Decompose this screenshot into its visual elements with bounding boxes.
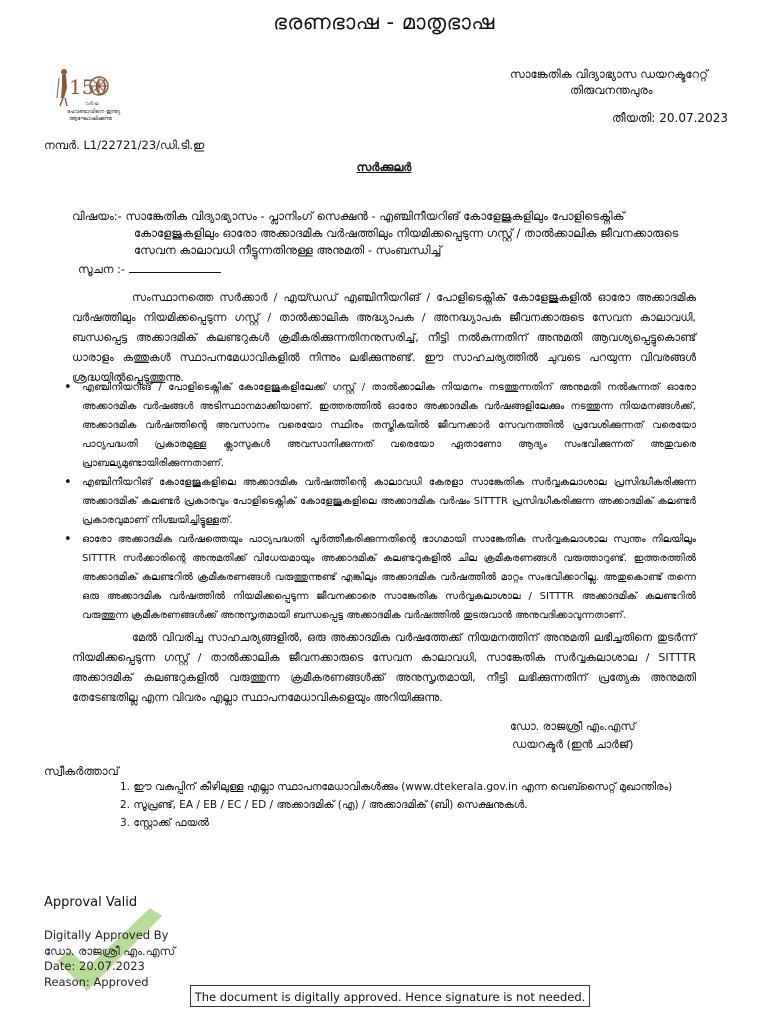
office-name: സാങ്കേതിക വിദ്യാഭ്യാസ ഡയറക്ടറേറ്റ് [510, 67, 708, 81]
subject-label: വിഷയം:- [72, 209, 122, 223]
letter-date: തീയതി: 20.07.2023 [612, 111, 728, 125]
paragraph-1 [72, 288, 696, 388]
bullet-list [64, 378, 696, 625]
recipient-item: 1. ഈ വകുപ്പിന് കീഴിലുള്ള എല്ലാ സ്ഥാപനമേധാവികൾക്കും (www.dtekerala.gov.in എന്ന വെബ്സൈറ്റ് മുഖാന്തിരം) [120, 781, 673, 793]
approval-line-1: Digitally Approved By [44, 928, 169, 942]
bullet-item: • എഞ്ചിനീയറിങ് / പോളിടെക്നിക് കോളേജുകളിലേക്ക് ഗസ്റ്റ് / താൽക്കാലിക നിയമനം നടത്തുന്നതിന് അനുമതി നൽകുന്നത് ഓരോ അക്കാദമിക വർഷങ്ങൾ അടിസ്ഥാനമാക്കിയാണ്. ഇത്തരത്തിൽ ഓരോ അക്കാദമിക വർഷങ്ങളിലേക്കും നടത്തുന്ന നിയമനങ്ങൾക്ക്, അക്കാദമിക വർഷത്തിന്റെ അവസാനം വരെയോ സ്ഥിരം തസ്തികയിൽ ജീവനക്കാർ സേവനത്തിൽ പ്രവേശിക്കുന്നത് വരെയോ പാഠ്യപദ്ധതി പ്രകാരമുള്ള ക്ലാസുകൾ അവസാനിക്കുന്നത് വരെയോ ഏതാണോ ആദ്യം സംഭവിക്കുന്നത് അതുവരെ പ്രാബല്യമുണ്ടായിരിക്കുന്നതാണ്. [64, 378, 696, 473]
bullet-item: • ഓരോ അക്കാദമിക വർഷത്തെയും പാഠ്യപദ്ധതി പൂർത്തീകരിക്കുന്നതിന്റെ ഭാഗമായി സാങ്കേതിക സർവ്വകലാശാല സ്വന്തം നിലയിലും SITTTR സർക്കാരിന്റെ അനുമതിക്ക് വിധേയമായും അക്കാദമിക് കലണ്ടറുകളിൽ ചില ക്രമീകരണങ്ങൾ വരുത്താറുണ്ട്. ഇത്തരത്തിൽ അക്കാദമിക് കലണ്ടറിൽ ക്രമീകരണങ്ങൾ വരുത്തുന്നുണ്ട് എങ്കിലും അക്കാദമിക വർഷത്തിൽ മാറ്റം സംഭവിക്കാറില്ല. അതുകൊണ്ട് തന്നെ ഒരു അക്കാദമിക വർഷത്തിൽ നിയമിക്കപ്പെടുന്ന ജീവനക്കാരെ സാങ്കേതിക സർവ്വകലാശാല / SITTTR അക്കാദമിക് കലണ്ടറിൽ വരുത്തുന്ന ക്രമീകരണങ്ങൾക്ക് അനുസൃതമായി ബന്ധപ്പെട്ട അക്കാദമിക വർഷത്തിൽ തുടരുവാൻ അനുവദിക്കാവുന്നതാണ്. [64, 530, 696, 625]
svg-text:ഹോണ്ടാവിനെ ഇന്ത്യ: ഹോണ്ടാവിനെ ഇന്ത്യ [67, 109, 121, 115]
gandhi-150-logo [55, 66, 133, 128]
recipients-label: സ്വീകർത്താവ് [44, 764, 119, 778]
svg-text:വർഷ: വർഷ [85, 101, 99, 107]
signatory-block [510, 718, 636, 754]
reference-number: നമ്പർ. L1/22721/23/ഡി.ടി.ഇ [44, 138, 205, 152]
approval-line-4: Reason: Approved [44, 974, 149, 989]
subject-block [72, 208, 682, 259]
page-header-title: ഭരണഭാഷ - മാതൃഭാഷ [273, 10, 495, 34]
paragraph-1-text: സംസ്ഥാനത്തെ സർക്കാർ / എയ്ഡഡ് എഞ്ചിനീയറിങ് / പോളിടെക്നിക് കോളേജുകളിൽ ഓരോ അക്കാദമിക വർഷത്തിലും നിയമിക്കപ്പെടുന്ന ഗസ്റ്റ് / താൽക്കാലിക അദ്ധ്യാപക / അനദ്ധ്യാപക ജീവനക്കാരുടെ സേവന കാലാവധി, ബന്ധപ്പെട്ട അക്കാദമിക് കലണ്ടറുകൾ ക്രമീകരിക്കുന്നതിനനുസരിച്ച്, നീട്ടി നൽകുന്നതിന് അനുമതി ആവശ്യപ്പെട്ടുകൊണ്ട് ധാരാളം കത്തുകൾ സ്ഥാപനമേധാവികളിൽ നിന്നും ലഭിക്കുന്നുണ്ട്. ഈ സാഹചര്യത്തിൽ ചുവടെ പറയുന്ന വിവരങ്ങൾ ശ്രദ്ധയിൽപ്പെടുത്തുന്നു. [72, 291, 696, 384]
subject-line1: സാങ്കേതിക വിദ്യാഭ്യാസം - പ്ലാനിംഗ് സെക്ഷൻ - എഞ്ചിനീയറിങ് കോളേജുകളിലും പോളിടെക്നിക് [125, 209, 625, 223]
recipients-list [120, 778, 700, 832]
approval-line-3: Date: 20.07.2023 [44, 959, 145, 973]
reference-blank-line [129, 262, 221, 273]
approval-line-2: ഡോ. രാജശ്രീ എം.എസ് [44, 943, 176, 958]
office-address [510, 66, 708, 98]
subject-rest: കോളേജുകളിലും ഓരോ അക്കാദമിക വർഷത്തിലും നിയമിക്കപ്പെടുന്ന ഗസ്റ്റ് / താൽക്കാലിക ജീവനക്കാരുടെ സേവന കാലാവധി നീട്ടുന്നതിനുള്ള അനുമതി - സംബന്ധിച്ച് [134, 226, 679, 257]
reference-note-label: സൂചന :- [78, 262, 126, 276]
reference-note [78, 262, 221, 277]
recipient-item: 2. സൂപ്രണ്ട്, EA / EB / EC / ED / അക്കാദമിക് (എ) / അക്കാദമിക് (ബി) സെക്ഷനുകൾ. [120, 799, 528, 811]
bullet-item: • എഞ്ചിനീയറിങ് കോളേജുകളിലെ അക്കാദമിക വർഷത്തിന്റെ കാലാവധി കേരളാ സാങ്കേതിക സർവ്വകലാശാല പ്രസിദ്ധീകരിക്കുന്ന അക്കാദമിക് കലണ്ടർ പ്രകാരവും പോളിടെക്നിക് കോളേജുകളിലെ അക്കാദമിക വർഷം SITTTR പ്രസിദ്ധീകരിക്കുന്ന അക്കാദമിക് കലണ്ടർ പ്രകാരവുമാണ് നിശ്ചയിച്ചിട്ടുള്ളത്. [64, 473, 696, 530]
svg-text:150: 150 [69, 75, 108, 99]
svg-text:ആഘോഷിക്കുന്നു: ആഘോഷിക്കുന്നു [69, 116, 112, 122]
recipient-item: 3. സ്റ്റോക്ക് ഫയൽ [120, 817, 209, 829]
digital-approval-notice: The document is digitally approved. Hence signature is not needed. [190, 985, 590, 1007]
approval-title: Approval Valid [44, 895, 138, 910]
paragraph-2-text: മേൽ വിവരിച്ച സാഹചര്യങ്ങളിൽ, ഒരു അക്കാദമിക വർഷത്തേക്ക് നിയമനത്തിന് അനുമതി ലഭിച്ചതിനെ തുടർന്ന് നിയമിക്കപ്പെടുന്ന ഗസ്റ്റ് / താൽക്കാലിക ജീവനക്കാരുടെ സേവന കാലാവധി, സാങ്കേതിക സർവ്വകലാശാല / SITTTR അക്കാദമിക് കലണ്ടറുകളിൽ വരുത്തുന്ന ക്രമീകരണങ്ങൾക്ക് അനുസൃതമായി, നീട്ടി ലഭിക്കുന്നതിന് പ്രത്യേക അനുമതി തേടേണ്ടതില്ല എന്ന വിവരം എല്ലാ സ്ഥാപനമേധാവികളെയും അറിയിക്കുന്നു. [72, 631, 696, 704]
circular-title: സർക്കുലർ [356, 160, 412, 174]
signatory-designation: ഡയറക്ടർ (ഇൻ ചാർജ്) [512, 738, 634, 751]
digital-signature-block [44, 928, 175, 990]
signatory-name: ഡോ. രാജശ്രീ എം.എസ് [510, 720, 636, 733]
office-place: തിരുവനന്തപുരം [570, 83, 653, 97]
paragraph-2 [72, 628, 696, 708]
